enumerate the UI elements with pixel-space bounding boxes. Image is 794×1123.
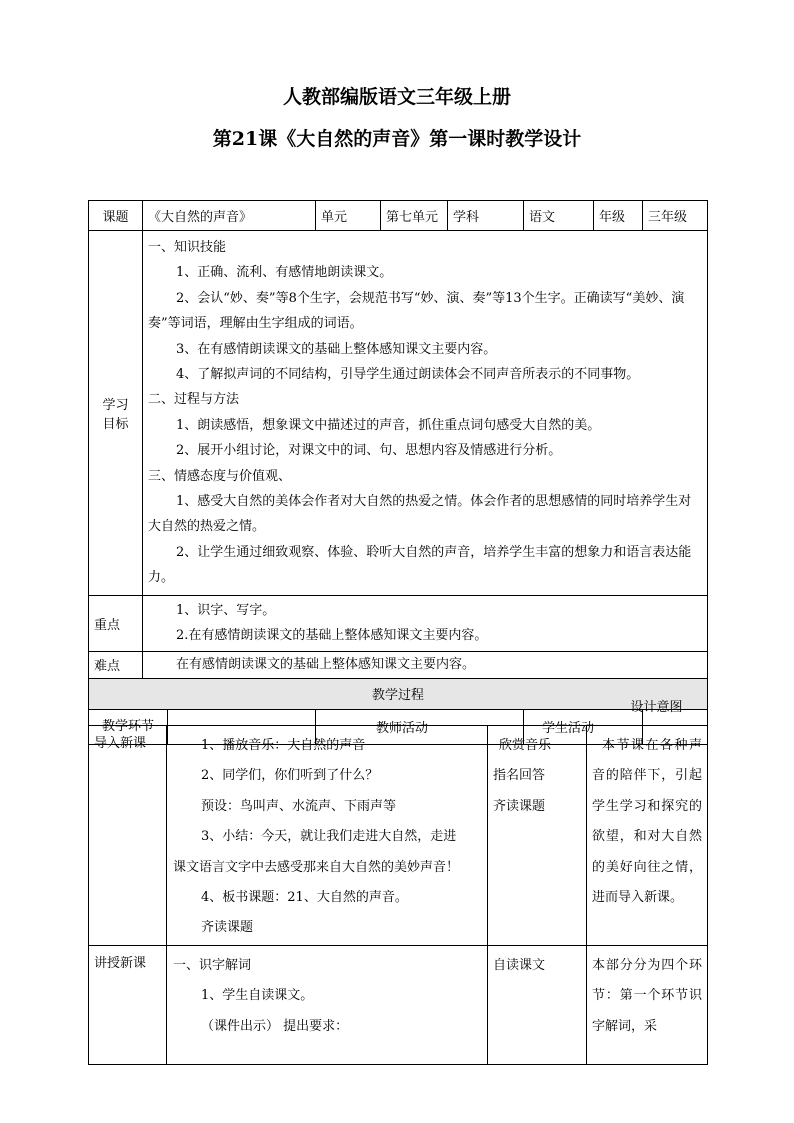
objective-line: 2、会认“妙、奏”等8个生字，会规范书写“妙、演、奏”等13个生字。正确读写“美妙、演奏”等词语，理解由生字组成的词语。 [148,290,685,332]
objective-line: 1、朗读感悟，想象课文中描述过的声音，抓住重点词句感受大自然的美。 [176,417,601,433]
student-line: 自读课文 [493,958,546,973]
objective-line: 二、过程与方法 [148,392,240,408]
topic-label: 课题 [89,201,143,231]
objective-line: 1、正确、流利、有感情地朗读课文。 [176,265,393,281]
unit-label: 单元 [316,201,381,231]
student-line: 指名回答 [493,768,546,784]
process-title: 教学过程 [89,678,708,709]
document-title: 人教部编版语文三年级上册 [282,86,511,108]
unit-value: 第七单元 [381,201,448,231]
process-stage: 导入新课 [89,726,167,946]
difficulty-content [143,651,708,678]
objective-line: 1、感受大自然的美体会作者对大自然的热爱之情。体会作者的思想感情的同时培养学生对大自然的热爱之情。 [148,494,692,535]
teacher-line: 一、识字解词 [173,958,252,973]
objectives-content [143,231,708,596]
teacher-activity [167,946,488,1065]
student-activity [488,726,587,946]
teacher-line: 1、学生自读课文。 [201,988,314,1004]
intent-header: 设计意图 [630,700,683,715]
objectives-label-line2: 目标 [102,416,129,432]
objective-line: 三、情感态度与价值观、 [148,468,292,484]
difficulty-row [89,651,708,678]
subject-value: 语文 [524,201,594,231]
header-row [89,201,708,231]
teacher-line: 齐读课题 [201,920,254,936]
key-points-label: 重点 [89,595,143,651]
teacher-line: 课文语言文字中去感受那来自大自然的美妙声音！ [173,859,460,875]
grade-value: 三年级 [643,201,708,231]
teacher-line: 预设：鸟叫声、水流声、下雨声等 [201,798,397,814]
teacher-line: 1、播放音乐：大自然的声音 [201,738,366,753]
objective-line: 2、让学生通过细致观察、体验、聆听大自然的声音，培养学生丰富的想象力和语言表达能力。 [148,544,692,586]
design-intent [587,726,708,946]
stage-header: 教学环节 [89,710,168,744]
teacher-line: （课件出示） 提出要求： [201,1018,349,1034]
process-title-row [89,678,708,709]
intent-text: 本节课在各种声音的陪伴下，引起学生学习和探究的欲望，和对大自然的美好向往之情，进而导入新课。 [592,738,702,906]
key-points-content [143,595,708,651]
student-activity [488,946,587,1065]
process-body-table [88,725,708,1065]
teacher-header: 教师活动 [316,709,524,744]
teacher-line: 3、小结：今天，就让我们走进大自然，走进 [201,829,457,845]
grade-label: 年级 [594,201,643,231]
lesson-plan-table [88,200,708,745]
objectives-label [89,231,143,596]
intent-text: 本部分分为四个环节：第一个环节识字解词，采 [592,958,702,1034]
key-point-line: 2.在有感情朗读课文的基础上整体感知课文主要内容。 [176,628,488,644]
key-points-row [89,595,708,651]
teacher-activity [167,726,488,946]
objectives-label-line1: 学习 [102,397,129,413]
student-header: 学生活动 [524,709,643,744]
difficulty-text: 在有感情朗读课文的基础上整体感知课文主要内容。 [176,656,476,672]
topic-value: 《大自然的声音》 [143,201,316,231]
subject-label: 学科 [448,201,524,231]
student-line: 欣赏音乐 [499,738,552,753]
objective-line: 一、知识技能 [148,240,227,255]
process-row [89,946,708,1065]
process-stage: 讲授新课 [89,946,167,1065]
design-intent [587,946,708,1065]
key-point-line: 1、识字、写字。 [176,602,276,618]
lesson-title: 第21课《大自然的声音》第一课时教学设计 [212,128,582,150]
process-row [89,726,708,946]
teacher-line: 4、板书课题：21、大自然的声音。 [201,890,408,906]
teacher-line: 2、同学们，你们听到了什么？ [201,768,379,784]
objectives-row [89,231,708,596]
objective-line: 4、了解拟声词的不同结构，引导学生通过朗读体会不同声音所表示的不同事物。 [176,367,640,383]
objective-line: 2、展开小组讨论，对课文中的词、句、思想内容及情感进行分析。 [176,443,562,459]
student-line: 齐读课题 [493,798,546,814]
objective-line: 3、在有感情朗读课文的基础上整体感知课文主要内容。 [176,341,497,357]
difficulty-label: 难点 [89,651,143,678]
